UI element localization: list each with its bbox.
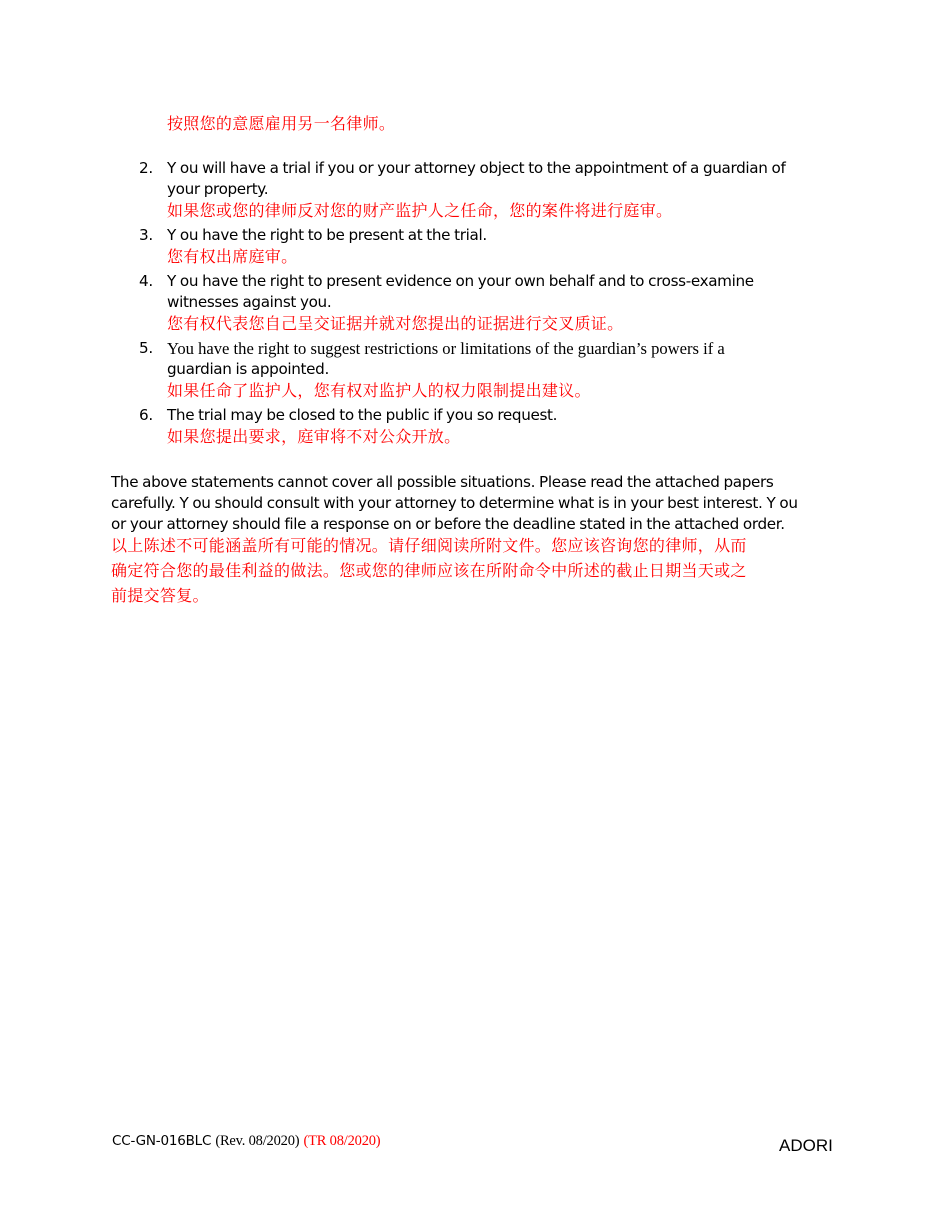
list-item-en-line-1: Y ou have the right to be present at the trial. bbox=[167, 226, 487, 244]
footer-right-label: ADORI bbox=[779, 1136, 833, 1155]
closing-en-line-1: The above statements cannot cover all possible situations. Please read the attached papers bbox=[111, 473, 774, 491]
closing-en-line-3: or your attorney should file a response on or before the deadline stated in the attached order. bbox=[111, 515, 785, 533]
closing-zh-line-1: 以上陈述不可能涵盖所有可能的情况。请仔细阅读所附文件。您应该咨询您的律师，从而 bbox=[111, 536, 747, 555]
list-number: 4. bbox=[139, 272, 153, 290]
list-item-zh: 如果您或您的律师反对您的财产监护人之任命，您的案件将进行庭审。 bbox=[167, 201, 673, 220]
list-item-en-line-1: Y ou have the right to present evidence on your own behalf and to cross-examine bbox=[167, 272, 754, 290]
list-item-en-line-2: guardian is appointed. bbox=[167, 360, 329, 378]
list-item-en-line-1: You have the right to suggest restrictions or limitations of the guardian’s powers if a bbox=[167, 339, 725, 358]
footer-form-code bbox=[112, 1133, 380, 1150]
list-item-zh: 您有权出席庭审。 bbox=[167, 247, 298, 266]
list-item-zh: 如果您提出要求，庭审将不对公众开放。 bbox=[167, 427, 461, 446]
list-number: 2. bbox=[139, 159, 153, 177]
list-item-en-line-2: your property. bbox=[167, 180, 269, 198]
closing-en-line-2: carefully. Y ou should consult with your attorney to determine what is in your best interest. Y ou bbox=[111, 494, 798, 512]
list-item-en-line-1: Y ou will have a trial if you or your attorney object to the appointment of a guardian of bbox=[167, 159, 786, 177]
closing-zh-line-2: 确定符合您的最佳利益的做法。您或您的律师应该在所附命令中所述的截止日期当天或之 bbox=[111, 561, 747, 580]
closing-zh-line-3: 前提交答复。 bbox=[111, 586, 209, 605]
form-revision: (Rev. 08/2020) bbox=[215, 1133, 300, 1149]
list-item-en-line-2: witnesses against you. bbox=[167, 293, 332, 311]
list-item-en-line-1: The trial may be closed to the public if you so request. bbox=[167, 406, 558, 424]
list-number: 5. bbox=[139, 339, 153, 357]
form-code: CC-GN-016BLC bbox=[112, 1133, 212, 1149]
item-1-continuation-zh: 按照您的意愿雇用另一名律师。 bbox=[167, 114, 396, 133]
list-item-zh: 如果任命了监护人，您有权对监护人的权力限制提出建议。 bbox=[167, 381, 591, 400]
list-number: 6. bbox=[139, 406, 153, 424]
list-number: 3. bbox=[139, 226, 153, 244]
list-item-zh: 您有权代表您自己呈交证据并就对您提出的证据进行交叉质证。 bbox=[167, 314, 624, 333]
translation-revision: (TR 08/2020) bbox=[303, 1133, 381, 1149]
